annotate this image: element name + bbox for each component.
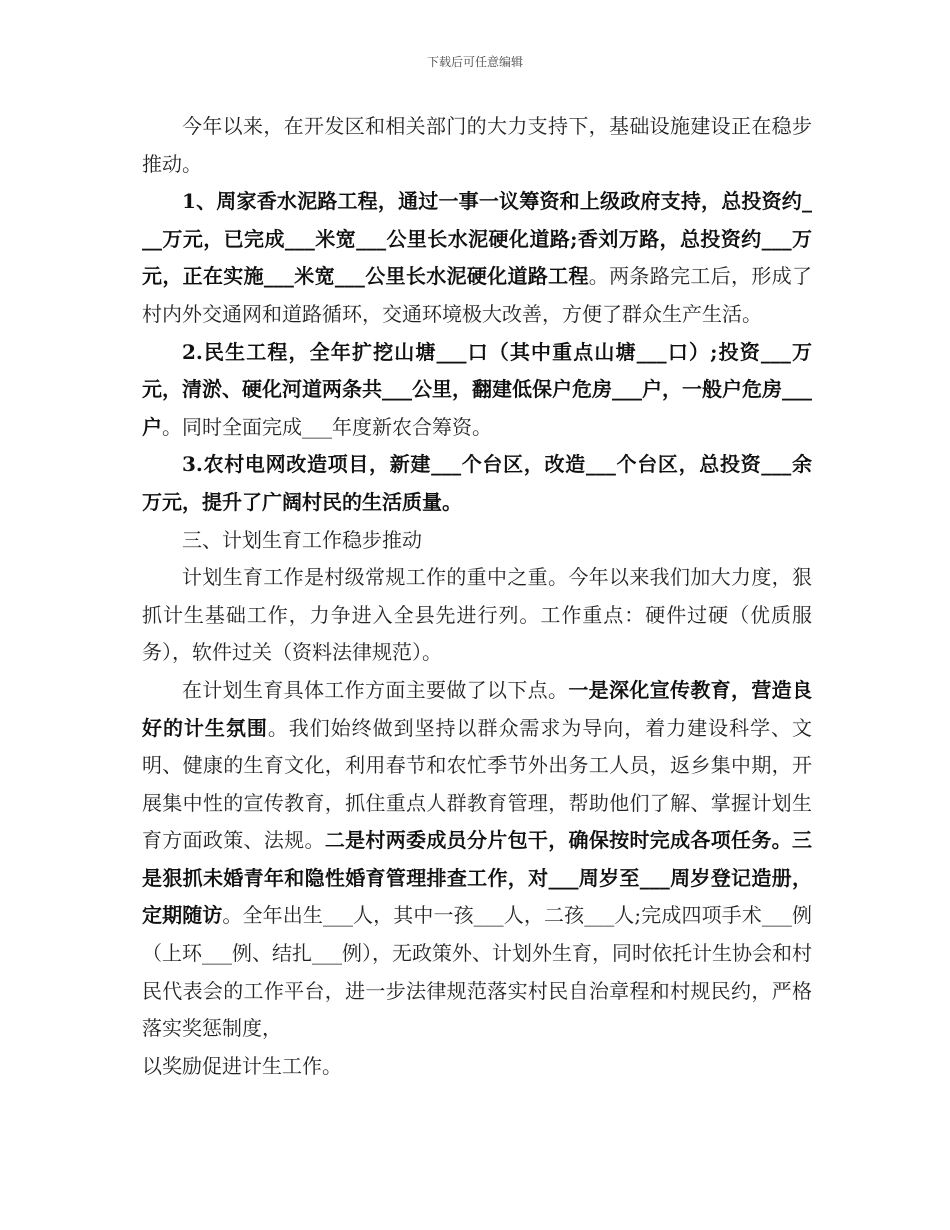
paragraph-power-grid-project xyxy=(142,446,812,521)
paragraph-text: 。同时全面完成___年度新农合筹资。 xyxy=(162,414,492,439)
paragraph-text: 。两条路完工后，形成了村内外交通网和道路循环，交通环境极大改善，方便了群众生产生活。 xyxy=(142,264,813,326)
paragraph-text: 。我们始终做到坚持以群众需求为导向，着力建设科学、文明、健康的生育文化，利用春节和农忙季节外出务工人员，返乡集中期，开展集中性的宣传教育，抓住重点人群教育管理，帮助他们了解、掌握计划生育方面政策、法规。 xyxy=(142,715,813,853)
section-heading-text: 三、计划生育工作稳步推动 xyxy=(182,527,422,552)
paragraph-bold-text: 3.农村电网改造项目，新建___个台区，改造___个台区，总投资___余万元，提升了广阔村民的生活质量。 xyxy=(142,452,812,514)
paragraph-text: 。全年出生___人，其中一孩___人，二孩___人;完成四项手术___例（上环___例、结扎___例），无政策外、计划外生育，同时依托计生协会和村民代表会的工作平台，进一步法律规范落实村民自治章程和村规民约，严格落实奖惩制度， xyxy=(142,903,812,1041)
section-heading-family-planning xyxy=(142,522,812,560)
paragraph-closing-line xyxy=(142,1048,812,1086)
paragraph-infrastructure-intro xyxy=(142,108,812,183)
paragraph-family-planning-details xyxy=(142,672,812,1048)
paragraph-text: 今年以来，在开发区和相关部门的大力支持下，基础设施建设正在稳步推动。 xyxy=(142,114,812,176)
paragraph-family-planning-overview xyxy=(142,559,812,672)
paragraph-text: 在计划生育具体工作方面主要做了以下点。 xyxy=(182,677,569,702)
paragraph-bold-text: 二是村两委成员分片包干，确保按时完成各项任务。三是狠抓未婚青年和隐性婚育管理排查工作，对___周岁至___周岁登记造册，定期随访 xyxy=(142,828,812,928)
paragraph-text: 计划生育工作是村级常规工作的重中之重。今年以来我们加大力度，狠抓计生基础工作，力争进入全县先进行列。工作重点：硬件过硬（优质服务），软件过关（资料法律规范）。 xyxy=(142,565,812,665)
paragraph-road-project xyxy=(142,183,812,333)
paragraph-bold-text: 1、周家香水泥路工程，通过一事一议筹资和上级政府支持，总投资约___万元，已完成___米宽___公里长水泥硬化道路;香刘万路，总投资约___万元，正在实施___米宽___公里长水泥硬化道路工程 xyxy=(142,189,812,289)
paragraph-text: 以奖励促进计生工作。 xyxy=(142,1053,342,1078)
page-header: 下载后可任意编辑 xyxy=(426,55,523,69)
paragraph-bold-text: 2.民生工程，全年扩挖山塘___口（其中重点山塘___口）;投资___万元，清淤、硬化河道两条共___公里，翻建低保户危房___户，一般户危房___户 xyxy=(142,339,812,439)
document-body xyxy=(142,108,812,1085)
paragraph-bold-text: 一是深化宣传教育，营造良好的计生氛围 xyxy=(142,677,813,740)
paragraph-livelihood-project xyxy=(142,334,812,447)
